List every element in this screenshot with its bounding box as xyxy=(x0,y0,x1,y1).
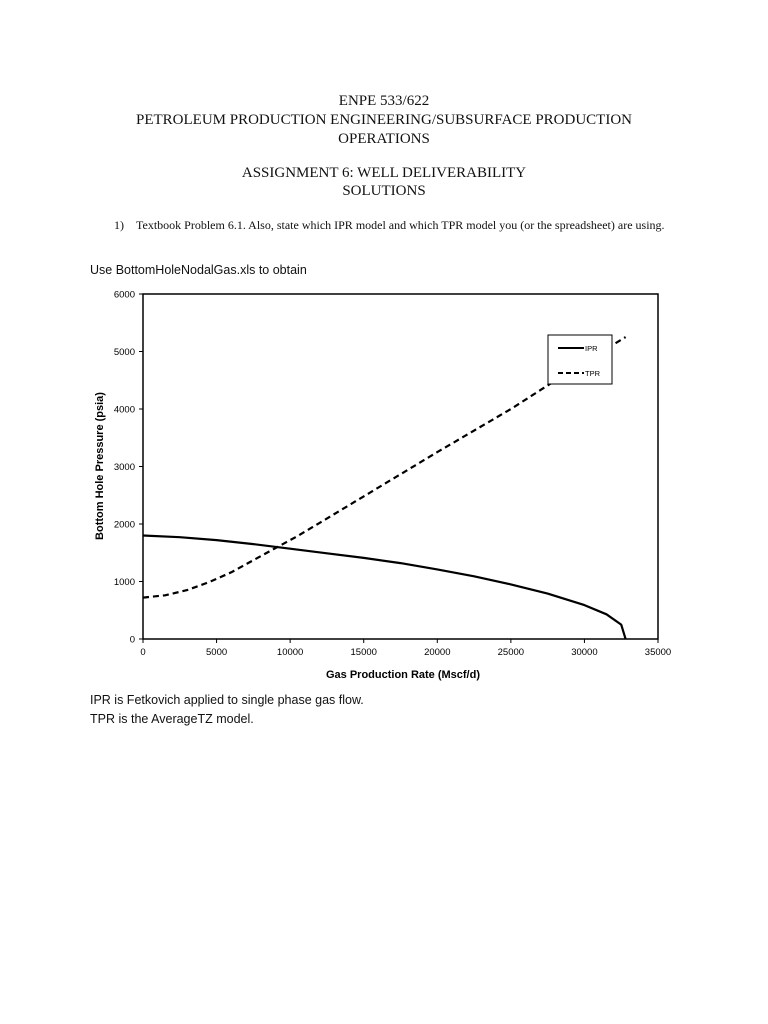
x-tick-label: 0 xyxy=(140,647,146,658)
y-tick-label: 2000 xyxy=(113,519,135,531)
y-tick-label: 6000 xyxy=(113,289,135,301)
y-tick-label: 4000 xyxy=(113,404,135,416)
x-tick-label: 15000 xyxy=(350,647,377,658)
assignment-title-line1: ASSIGNMENT 6: WELL DELIVERABILITY xyxy=(241,165,527,181)
intro-note: Use BottomHoleNodalGas.xls to obtain xyxy=(90,263,307,277)
legend-tpr-label: TPR xyxy=(585,369,600,378)
ipr-curve xyxy=(143,536,626,640)
x-tick-label: 20000 xyxy=(424,647,451,658)
y-tick-label: 3000 xyxy=(113,462,135,473)
y-tick-label: 1000 xyxy=(113,577,135,588)
x-tick-label: 5000 xyxy=(206,647,228,658)
course-title-line2: OPERATIONS xyxy=(338,131,430,147)
question-text: Textbook Problem 6.1. Also, state which IPR model and which TPR model you (or the spreadsheet) are using. xyxy=(136,218,665,232)
question-number: 1) xyxy=(114,218,124,232)
x-axis-label: Gas Production Rate (Mscf/d) xyxy=(325,669,481,681)
legend xyxy=(548,335,612,384)
y-tick-label: 5000 xyxy=(113,347,135,358)
x-tick-label: 10000 xyxy=(276,647,304,658)
legend-ipr-label: IPR xyxy=(585,344,598,353)
course-title-line1: PETROLEUM PRODUCTION ENGINEERING/SUBSURFACE PRODUCTION xyxy=(136,112,632,128)
y-axis-label: Bottom Hole Pressure (psia) xyxy=(94,392,106,540)
legend-box xyxy=(548,335,612,384)
x-tick-label: 30000 xyxy=(571,647,598,658)
x-tick-label: 25000 xyxy=(497,647,525,658)
model-notes xyxy=(90,691,364,729)
x-tick-label: 35000 xyxy=(644,647,672,658)
tpr-note: TPR is the AverageTZ model. xyxy=(90,712,254,726)
y-tick-label: 0 xyxy=(129,634,135,646)
ipr-note: IPR is Fetkovich applied to single phase gas flow. xyxy=(90,693,364,707)
assignment-title-line2: SOLUTIONS xyxy=(342,183,426,199)
course-code: ENPE 533/622 xyxy=(338,93,430,109)
